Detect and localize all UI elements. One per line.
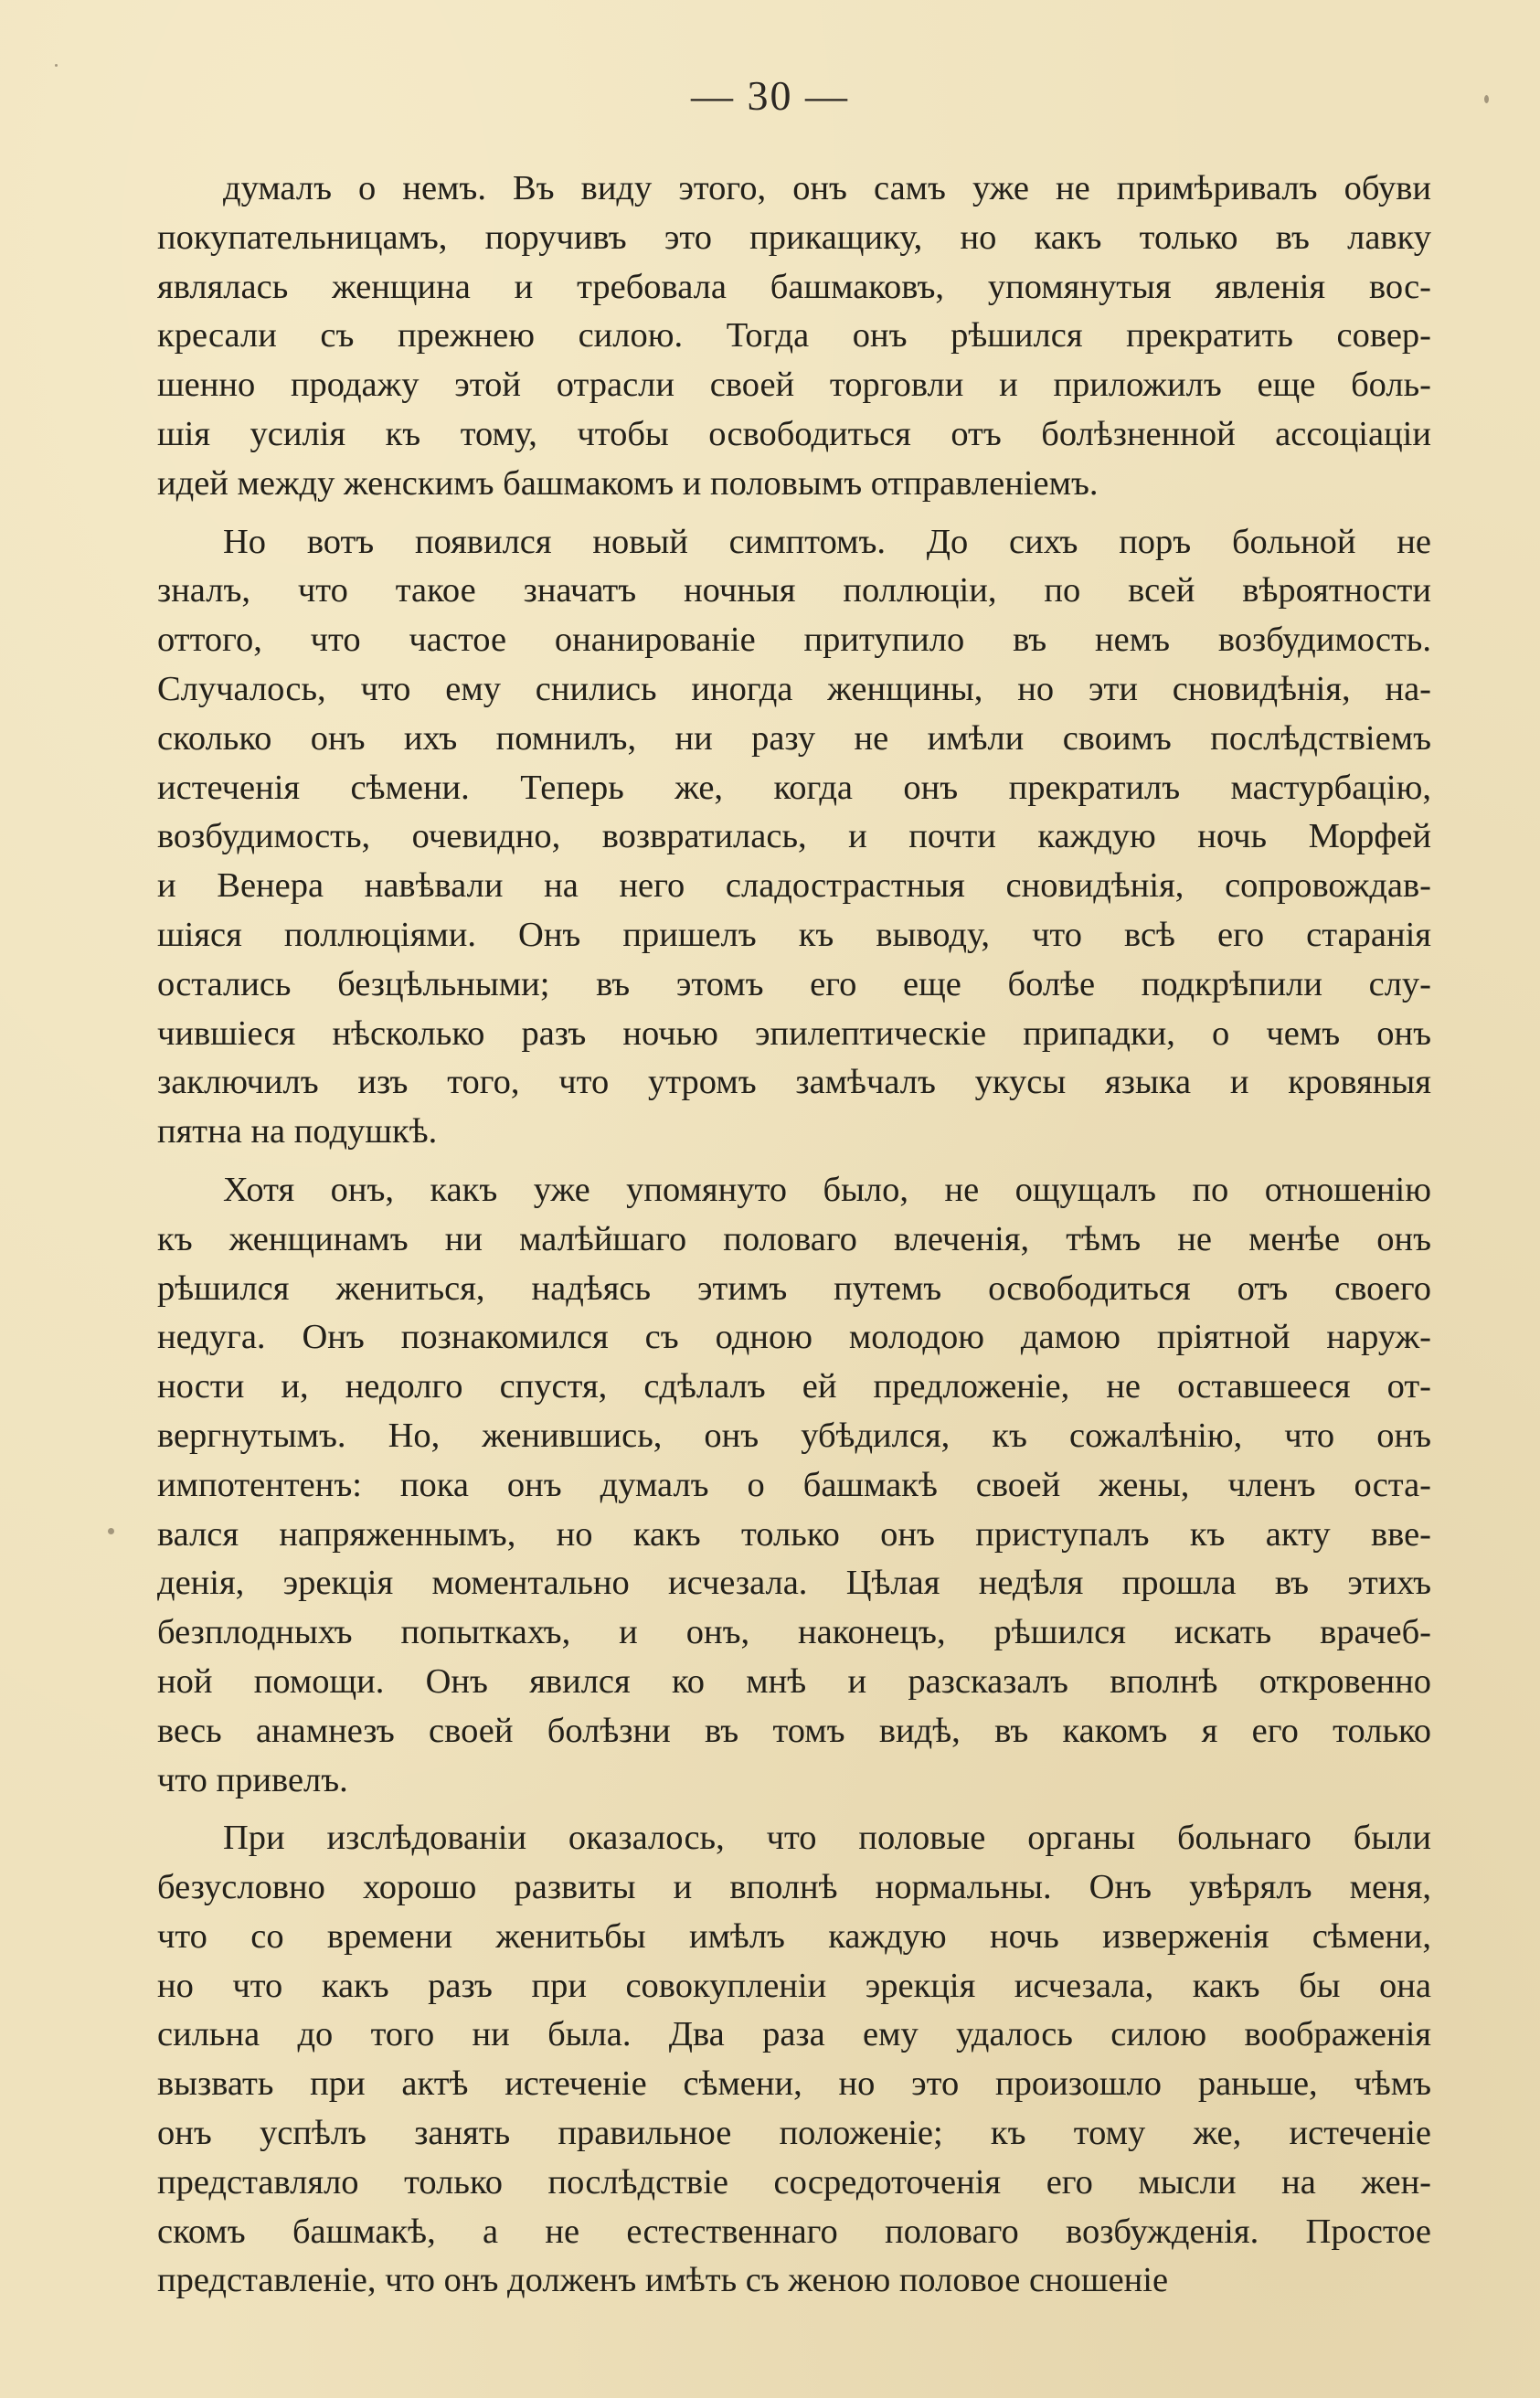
text-line: весь анамнезъ своей болѣзни въ томъ видѣ, въ какомъ я его только (157, 1711, 1431, 1750)
text-line: онъ успѣлъ занять правильное положеніе; къ тому же, истеченіе (157, 2114, 1431, 2153)
text-line: заключилъ изъ того, что утромъ замѣчалъ укусы языка и кровяныя (157, 1063, 1431, 1102)
text-line: но что какъ разъ при совокупленіи эрекція исчезала, какъ бы она (157, 1966, 1431, 2005)
text-line: зналъ, что такое значатъ ночныя поллюціи, по всей вѣроятности (157, 571, 1431, 610)
text-line: ной помощи. Онъ явился ко мнѣ и разсказалъ вполнѣ откровенно (157, 1661, 1431, 1701)
paragraph (157, 1166, 1431, 1805)
text-line: ности и, недолго спустя, сдѣлалъ ей предложеніе, не оставшееся от- (157, 1367, 1431, 1406)
text-line: пятна на подушкѣ. (157, 1112, 438, 1151)
text-body (157, 164, 1431, 2315)
text-line: чившіеся нѣсколько разъ ночью эпилептическіе припадки, о чемъ онъ (157, 1013, 1431, 1053)
paper-speck (108, 1528, 114, 1534)
text-line: представленіе, что онъ долженъ имѣть съ женою половое сношеніе (157, 2261, 1169, 2300)
text-line: шенно продажу этой отрасли своей торговли и приложилъ еще боль- (157, 366, 1431, 405)
text-line: вергнутымъ. Но, женившись, онъ убѣдился, къ сожалѣнію, что онъ (157, 1416, 1431, 1455)
text-line: возбудимость, очевидно, возвратилась, и почти каждую ночь Морфей (157, 817, 1431, 856)
text-line: рѣшился жениться, надѣясь этимъ путемъ освободиться отъ своего (157, 1268, 1431, 1308)
paragraph (157, 518, 1431, 1157)
text-line: истеченія сѣмени. Теперь же, когда онъ прекратилъ мастурбацію, (157, 768, 1431, 807)
text-line: Хотя онъ, какъ уже упомянуто было, не ощущалъ по отношенію (223, 1170, 1431, 1209)
text-line: идей между женскимъ башмакомъ и половымъ отправленіемъ. (157, 463, 1099, 503)
text-line: денія, эрекція моментально исчезала. Цѣлая недѣля прошла въ этихъ (157, 1564, 1431, 1603)
text-line: При изслѣдованіи оказалось, что половые органы больнаго были (223, 1819, 1431, 1858)
text-line: скомъ башмакѣ, а не естественнаго половаго возбужденія. Простое (157, 2212, 1431, 2251)
text-line: представляло только послѣдствіе сосредоточенія его мысли на жен- (157, 2162, 1431, 2202)
text-line: являлась женщина и требовала башмаковъ, упомянутыя явленія вос- (157, 267, 1431, 306)
text-line: сильна до того ни была. Два раза ему удалось силою воображенія (157, 2015, 1431, 2054)
text-line: къ женщинамъ ни малѣйшаго половаго влеченія, тѣмъ не менѣе онъ (157, 1219, 1431, 1258)
paragraph (157, 1814, 1431, 2306)
text-line: безусловно хорошо развиты и вполнѣ нормальны. Онъ увѣрялъ меня, (157, 1868, 1431, 1907)
text-line: шія усилія къ тому, чтобы освободиться отъ болѣзненной ассоціаціи (157, 414, 1431, 453)
text-line: кресали съ прежнею силою. Тогда онъ рѣшился прекратить совер- (157, 316, 1431, 355)
text-line: что привелъ. (157, 1760, 348, 1799)
text-line: импотентенъ: пока онъ думалъ о башмакѣ своей жены, членъ оста- (157, 1465, 1431, 1504)
text-line: оттого, что частое онанированіе притупило въ немъ возбудимость. (157, 621, 1431, 660)
text-line: Случалось, что ему снились иногда женщины, но эти сновидѣнія, на- (157, 669, 1431, 708)
text-line: и Венера навѣвали на него сладострастныя сновидѣнія, сопровождав- (157, 866, 1431, 906)
text-line: остались безцѣльными; въ этомъ его еще болѣе подкрѣпили слу- (157, 964, 1431, 1003)
text-line: безплодныхъ попыткахъ, и онъ, наконецъ, рѣшился искать врачеб- (157, 1613, 1431, 1652)
text-line: вызвать при актѣ истеченіе сѣмени, но это произошло раньше, чѣмъ (157, 2064, 1431, 2104)
text-line: вался напряженнымъ, но какъ только онъ приступалъ къ акту вве- (157, 1514, 1431, 1554)
page-number: — 30 — (691, 72, 849, 119)
text-line: Но вотъ появился новый симптомъ. До сихъ поръ больной не (223, 522, 1431, 561)
text-line: думалъ о немъ. Въ виду этого, онъ самъ уже не примѣривалъ обуви (223, 169, 1431, 207)
text-line: сколько онъ ихъ помнилъ, ни разу не имѣли своимъ послѣдствіемъ (157, 718, 1431, 758)
text-line: покупательницамъ, поручивъ это прикащику, но какъ только въ лавку (157, 218, 1431, 257)
paragraph (157, 164, 1431, 509)
paper-speck (55, 64, 58, 67)
text-line: что со времени женитьбы имѣлъ каждую ночь изверженія сѣмени, (157, 1916, 1431, 1956)
text-line: шіяся поллюціями. Онъ пришелъ къ выводу, что всѣ его старанія (157, 915, 1431, 954)
text-line: недуга. Онъ познакомился съ одною молодою дамою пріятной наруж- (157, 1318, 1431, 1357)
